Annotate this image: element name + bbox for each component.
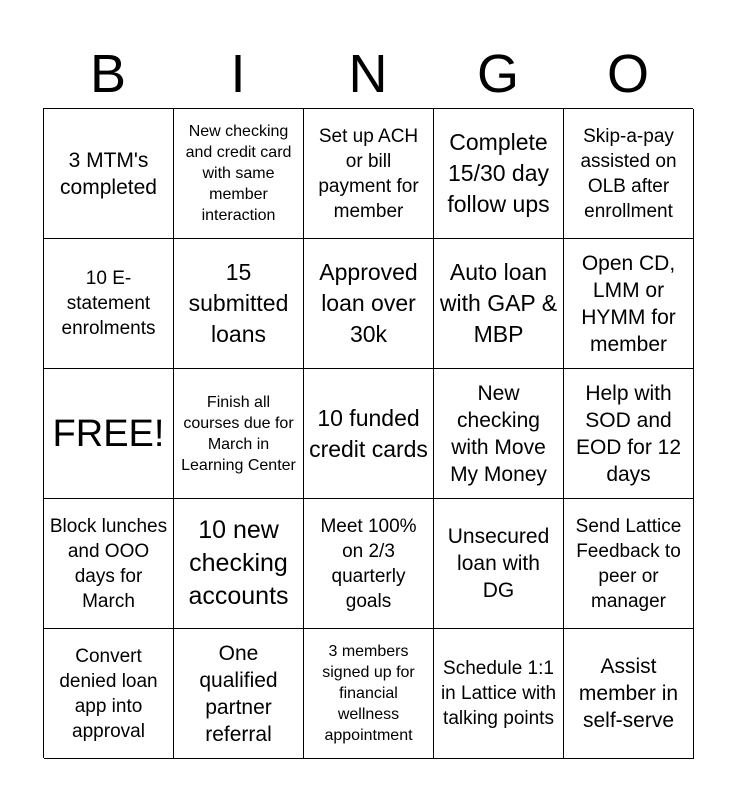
bingo-cell-text: Unsecured loan with DG <box>447 525 550 602</box>
bingo-cell <box>434 239 564 369</box>
bingo-cell <box>304 239 434 369</box>
bingo-cell-text: Block lunches and OOO days for March <box>49 515 168 612</box>
bingo-cell <box>434 499 564 629</box>
bingo-cell-text: One qualified partner referral <box>199 641 278 746</box>
bingo-cell <box>434 109 564 239</box>
bingo-cell <box>564 239 694 369</box>
bingo-cell <box>174 499 304 629</box>
bingo-cell <box>434 369 564 499</box>
bingo-cell-text: Schedule 1:1 in Lattice with talking points <box>440 658 557 729</box>
bingo-cell <box>44 629 174 759</box>
bingo-cell <box>564 369 694 499</box>
bingo-cell <box>304 629 434 759</box>
bingo-cell <box>174 369 304 499</box>
bingo-board <box>43 108 693 758</box>
bingo-cell <box>44 239 174 369</box>
bingo-cell-text: Skip-a-pay assisted on OLB after enrollment <box>580 125 677 222</box>
bingo-cell-text: Assist member in self-serve <box>578 655 679 732</box>
bingo-cell-text: Finish all courses due for March in Learning Center <box>181 393 296 474</box>
bingo-cell <box>174 109 304 239</box>
bingo-cell <box>304 499 434 629</box>
bingo-cell <box>304 369 434 499</box>
bingo-cell-text: Auto loan with GAP & MBP <box>439 259 558 347</box>
bingo-cell-text: Complete 15/30 day follow ups <box>447 129 550 217</box>
bingo-cell-text: Meet 100% on 2/3 quarterly goals <box>320 515 417 612</box>
header-letter-o: O <box>606 44 649 104</box>
header-letter-n: N <box>348 44 388 104</box>
bingo-cell-text: 10 new checking accounts <box>188 516 289 610</box>
bingo-cell-text: New checking and credit card with same member interaction <box>185 123 292 224</box>
bingo-cell-text: 3 MTM's completed <box>60 148 157 199</box>
bingo-cell <box>564 629 694 759</box>
bingo-cell-text: Send Lattice Feedback to peer or manager <box>575 515 682 612</box>
bingo-cell <box>44 499 174 629</box>
bingo-cell <box>304 109 434 239</box>
bingo-cell-text: Convert denied loan app into approval <box>59 645 158 742</box>
bingo-cell-text: Approved loan over 30k <box>319 259 418 347</box>
bingo-cell <box>434 629 564 759</box>
bingo-cell-text: Set up ACH or bill payment for member <box>318 125 419 222</box>
header-letter-b: B <box>89 44 127 104</box>
bingo-cell-text: Help with SOD and EOD for 12 days <box>575 381 682 486</box>
bingo-header <box>43 40 693 108</box>
bingo-cell-text: 15 submitted loans <box>188 259 289 347</box>
bingo-cell-text: 10 E-statement enrolments <box>61 268 156 339</box>
bingo-cell <box>174 239 304 369</box>
bingo-cell-text: FREE! <box>52 412 165 455</box>
bingo-cell <box>174 629 304 759</box>
bingo-cell-text: Open CD, LMM or HYMM for member <box>581 251 676 356</box>
bingo-cell-text: 3 members signed up for financial wellness appointment <box>322 643 415 744</box>
bingo-cell-free <box>44 369 174 499</box>
bingo-cell <box>44 109 174 239</box>
bingo-cell <box>564 109 694 239</box>
bingo-cell <box>564 499 694 629</box>
bingo-cell-text: 10 funded credit cards <box>309 404 428 462</box>
bingo-cell-text: New checking with Move My Money <box>450 381 547 486</box>
header-letter-i: I <box>230 44 246 104</box>
header-letter-g: G <box>476 44 519 104</box>
